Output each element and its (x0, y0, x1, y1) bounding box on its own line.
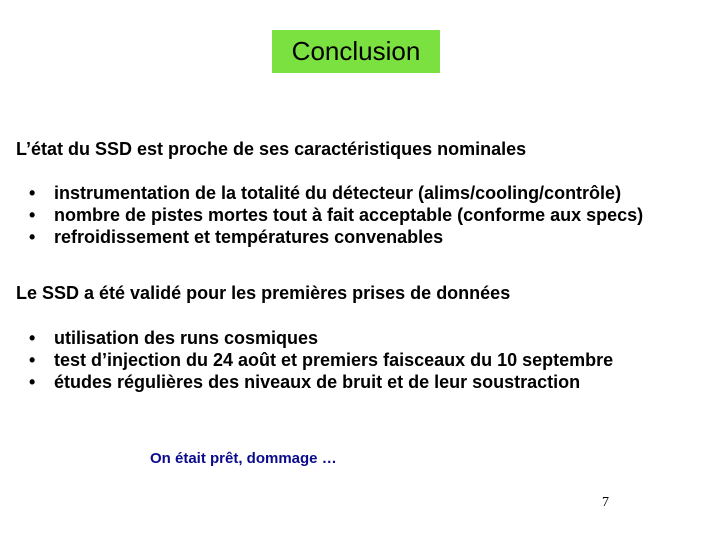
section-heading-ssd-state: L’état du SSD est proche de ses caractéristiques nominales (16, 139, 527, 159)
bullet-icon: • (29, 183, 36, 203)
slide-title-box (272, 30, 440, 73)
list-item-text: instrumentation de la totalité du détecteur (alims/cooling/contrôle) (54, 183, 622, 203)
section-heading-validation: Le SSD a été validé pour les premières prises de données (16, 283, 511, 303)
bullet-icon: • (29, 205, 36, 225)
list-item-text: test d’injection du 24 août et premiers faisceaux du 10 septembre (54, 350, 614, 370)
slide-title: Conclusion (291, 36, 421, 66)
bullet-icon: • (29, 350, 36, 370)
bullet-icon: • (29, 372, 36, 392)
list-item-text: études régulières des niveaux de bruit et de leur soustraction (54, 372, 581, 392)
page-number: 7 (602, 495, 609, 510)
closing-remark: On était prêt, dommage … (150, 450, 337, 467)
bullet-icon: • (29, 328, 36, 348)
list-item-text: utilisation des runs cosmiques (54, 328, 319, 348)
list-item-text: refroidissement et températures convenables (54, 227, 444, 247)
list-item-text: nombre de pistes mortes tout à fait acceptable (conforme aux specs) (54, 205, 644, 225)
bullet-icon: • (29, 227, 36, 247)
